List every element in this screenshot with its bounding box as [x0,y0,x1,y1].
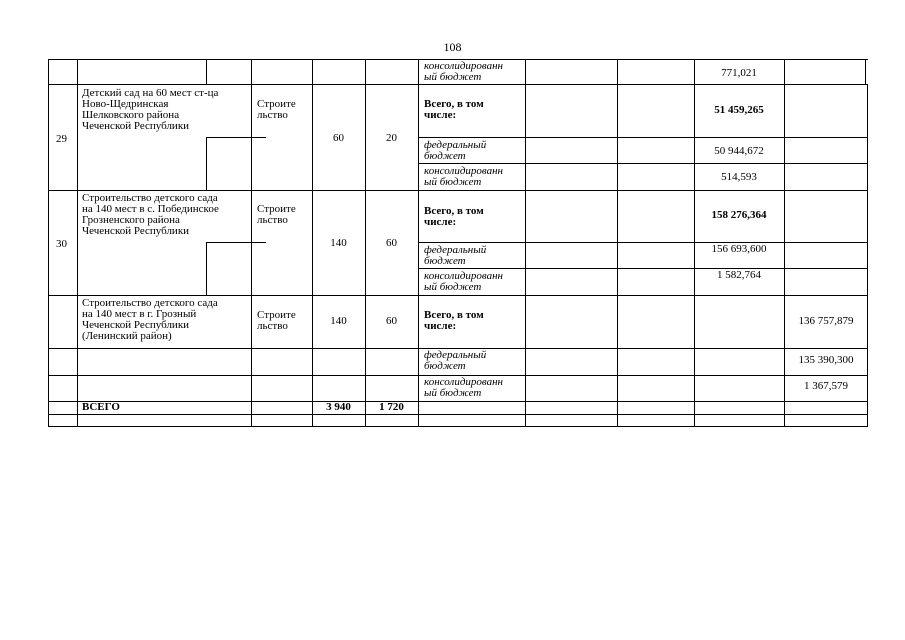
budget-source-label: ый бюджет [424,387,482,399]
amount-cell: 514,593 [721,171,757,183]
table-rule [418,268,868,269]
total-label: Всего, в том [424,309,484,321]
capacity-cell: 60 [333,132,344,144]
total-label: числе: [424,216,457,228]
amount-cell: 135 390,300 [798,354,854,366]
budget-source-label: консолидированн [424,60,503,72]
row-number: 30 [56,238,67,250]
page-number: 108 [443,40,462,54]
table-rule [418,242,868,243]
capacity-cell: 140 [330,237,347,249]
grand-total-label: ВСЕГО [82,401,120,413]
table-rule [48,295,868,296]
budget-table [48,59,868,429]
table-rule [48,84,868,85]
object-name: Шелковского района [82,109,180,121]
object-name: (Ленинский район) [82,330,172,342]
table-rule [418,137,868,138]
total-amount: 51 459,265 [714,104,764,116]
table-rule [206,137,266,138]
table-rule [206,242,207,295]
table-rule [525,59,526,427]
table-rule [418,59,419,427]
amount-cell: 1 367,579 [804,380,848,392]
table-rule [48,190,868,191]
table-rule [48,401,868,402]
total-label: Всего, в том [424,205,484,217]
budget-source-label: бюджет [424,255,466,267]
budget-source-label: федеральный [424,244,487,256]
budget-source-label: ый бюджет [424,176,482,188]
table-rule [206,59,207,85]
row-number: 29 [56,133,67,145]
work-type: льство [257,214,288,226]
budget-source-label: бюджет [424,150,466,162]
total-amount: 158 276,364 [711,209,767,221]
table-rule [617,59,618,427]
amount-cell: 156 693,600 [711,243,767,255]
object-name: Ново-Щедринская [82,98,169,110]
object-name: на 140 мест в с. Побединское [82,203,219,215]
work-type: льство [257,109,288,121]
table-rule [48,59,49,427]
object-name: Чеченской Республики [82,319,190,331]
table-rule [251,59,252,427]
total-amount: 136 757,879 [798,315,854,327]
table-rule [867,85,868,295]
second-number-cell: 60 [386,315,397,327]
table-rule [77,59,78,427]
budget-source-label: федеральный [424,139,487,151]
object-name: Грозненского района [82,214,180,226]
amount-cell: 771,021 [721,67,757,79]
total-label: числе: [424,320,457,332]
work-type: Строите [257,98,296,110]
object-name: Детский сад на 60 мест ст-ца [82,87,219,99]
table-rule [418,163,868,164]
capacity-cell: 140 [330,315,347,327]
budget-source-label: федеральный [424,349,487,361]
table-rule [206,242,266,243]
budget-source-label: консолидированн [424,270,503,282]
object-name: на 140 мест в г. Грозный [82,308,197,320]
work-type: Строите [257,309,296,321]
budget-source-label: бюджет [424,360,466,372]
amount-cell: 50 944,672 [714,145,764,157]
budget-source-label: консолидированн [424,376,503,388]
budget-source-label: ый бюджет [424,281,482,293]
second-number-cell: 20 [386,132,397,144]
table-rule [206,137,207,190]
object-name: Чеченской Республики [82,120,190,132]
work-type: льство [257,320,288,332]
table-rule [784,59,785,427]
amount-cell: 1 582,764 [717,269,761,281]
budget-source-label: ый бюджет [424,71,482,83]
object-name: Строительство детского сада [82,192,218,204]
table-rule [865,59,866,85]
object-name: Чеченской Республики [82,225,190,237]
object-name: Строительство детского сада [82,297,218,309]
total-label: числе: [424,109,457,121]
table-rule [48,414,868,415]
table-rule [48,426,868,427]
total-label: Всего, в том [424,98,484,110]
second-number-cell: 60 [386,237,397,249]
grand-total-second: 1 720 [379,401,404,413]
grand-total-capacity: 3 940 [326,401,351,413]
budget-source-label: консолидированн [424,165,503,177]
work-type: Строите [257,203,296,215]
